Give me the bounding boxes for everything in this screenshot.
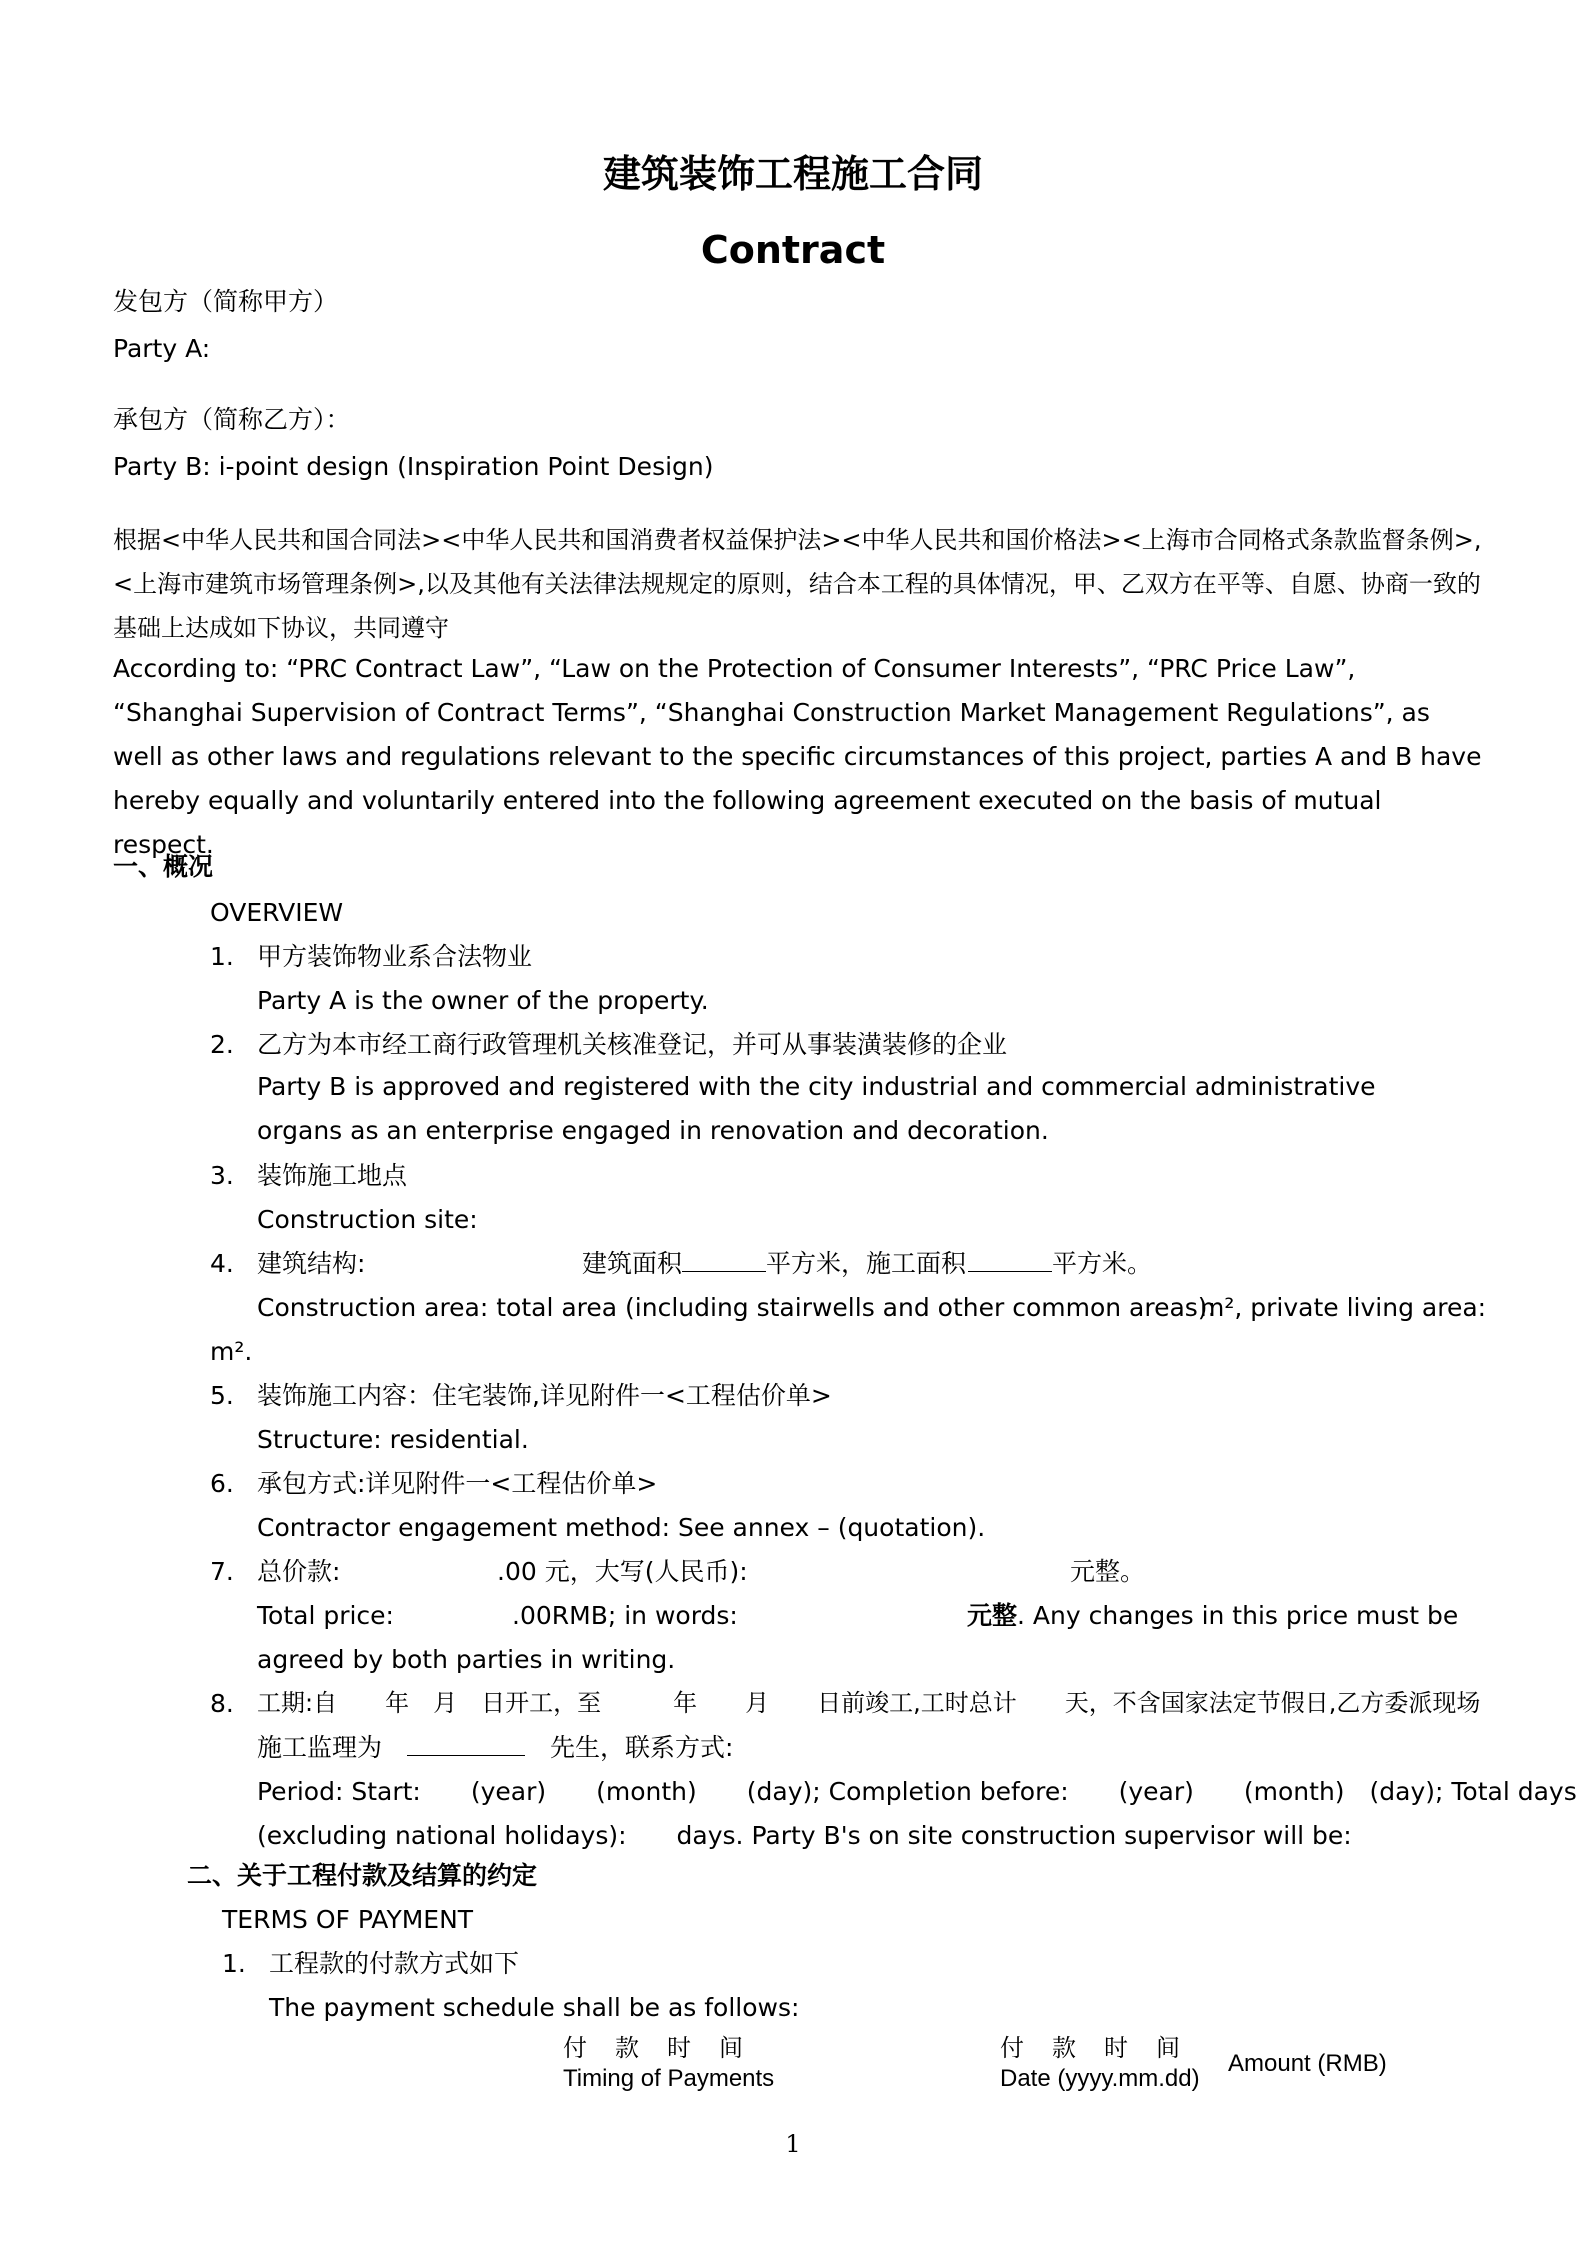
item-7-en-total: Total price: [257,1601,394,1630]
item-6-en: Contractor engagement method: See annex – (quotation). [257,1513,986,1542]
section2-item1-cn: 工程款的付款方式如下 [269,1949,520,1978]
item-5-en: Structure: residential. [257,1425,529,1454]
item-3-en: Construction site: [257,1205,478,1234]
party-a-cn: 发包方（简称甲方） [113,287,339,316]
section1-heading-en: OVERVIEW [210,898,344,927]
item-7-en-yuan: 元整 [967,1601,1018,1630]
party-b-cn: 承包方（简称乙方）： [113,405,351,434]
item-1-cn: 甲方装饰物业系合法物业 [257,942,533,971]
item-7-cn-end: 元整。 [1070,1557,1146,1586]
title-en: Contract [700,228,886,272]
table-col3: Amount (RMB) [1228,2050,1387,2077]
item-number: 7. [210,1557,234,1586]
section2-heading-en: TERMS OF PAYMENT [222,1905,474,1934]
party-b-en: Party B: i-point design (Inspiration Point Design) [113,452,714,481]
item-1-en: Party A is the owner of the property. [257,986,709,1015]
item-5-cn: 装饰施工内容：住宅装饰,详见附件一<工程估价单> [257,1381,832,1410]
item-4-cn-unit: 平方米。 [1052,1249,1153,1278]
section1-heading-cn: 一、概况 [113,852,214,881]
item-4-en-living: m², private living area: [1200,1293,1487,1322]
item-4-cn-area-label2: 平方米，施工面积 [766,1249,967,1278]
item-4-cn-structure: 建筑结构: [257,1249,366,1278]
supervisor-contact-label: 先生，联系方式: [550,1733,734,1762]
item-8-en-line2: (excluding national holidays): days. Party B's on site construction supervisor will be: [257,1821,1352,1850]
item-number: 1. [210,942,234,971]
preamble-en: According to: “PRC Contract Law”, “Law on the Protection of Consumer Interests”, “PRC Price Law”, “Shanghai Supervision of Contract Terms”, “Shanghai Construction Market Management Regulations”, as well as other laws and regulations relevant to the specific circumstances of this project, parties A and B have hereby equally and voluntarily entered into the following agreement executed on the basis of mutual respect. [113,654,1482,859]
page-number: 1 [785,2130,801,2158]
party-a-en: Party A: [113,334,211,363]
preamble-cn: 根据<中华人民共和国合同法><中华人民共和国消费者权益保护法><中华人民共和国价格法><上海市合同格式条款监督条例>,<上海市建筑市场管理条例>,以及其他有关法律法规规定的原则，结合本工程的具体情况，甲、乙双方在平等、自愿、协商一致的基础上达成如下协议，共同遵守 [113,526,1482,642]
item-8-en-line1: Period: Start: (year) (month) (day); Completion before: (year) (month) (day); Total days [257,1777,1577,1806]
table-col2-en: Date (yyyy.mm.dd) [1000,2065,1200,2092]
item-number: 1. [222,1949,246,1978]
item-7-en-end [967,1601,1458,1631]
item-2-en: Party B is approved and registered with the city industrial and commercial administrative organs as an enterprise engaged in renovation and decoration. [257,1072,1376,1145]
item-6-cn: 承包方式:详见附件一<工程估价单> [257,1469,658,1498]
item-7-cn-amount: .00 元，大写(人民币): [497,1557,748,1586]
section2-heading-cn: 二、关于工程付款及结算的约定 [187,1861,538,1890]
supervisor-blank[interactable] [407,1733,525,1756]
item-8-cn-line1: 工期:自 年 月 日开工，至 年 月 日前竣工,工时总计 天，不含国家法定节假日,乙方委派现场 [257,1689,1481,1717]
item-number: 2. [210,1030,234,1059]
section2-item1-en: The payment schedule shall be as follows: [269,1993,800,2022]
item-number: 6. [210,1469,234,1498]
item-4-cn-area-label: 建筑面积 [582,1249,683,1278]
item-number: 5. [210,1381,234,1410]
item-4-cn-area [582,1249,966,1279]
item-7-cn-total: 总价款: [257,1557,341,1586]
item-4-en-unit: m². [210,1337,253,1366]
table-col2-cn: 付款时间 [1000,2035,1208,2062]
item-7-en-agreed: agreed by both parties in writing. [257,1645,676,1674]
item-7-en-changes: . Any changes in this price must be [1017,1601,1459,1630]
item-number: 3. [210,1161,234,1190]
construction-area-blank[interactable] [968,1249,1052,1272]
item-4-cn-area2 [968,1249,1152,1279]
item-number: 8. [210,1689,234,1718]
supervisor-label: 施工监理为 [257,1733,383,1762]
item-8-cn-line2 [257,1733,733,1763]
table-col1-cn: 付款时间 [563,2035,771,2062]
item-2-cn: 乙方为本市经工商行政管理机关核准登记，并可从事装潢装修的企业 [257,1030,1008,1059]
item-7-en-words: .00RMB; in words: [512,1601,738,1630]
table-col1-en: Timing of Payments [563,2065,775,2092]
item-3-cn: 装饰施工地点 [257,1161,408,1190]
area-blank[interactable] [682,1249,766,1272]
title-cn: 建筑装饰工程施工合同 [602,152,983,196]
item-number: 4. [210,1249,234,1278]
item-4-en: Construction area: total area (including stairwells and other common areas): [257,1293,1216,1322]
